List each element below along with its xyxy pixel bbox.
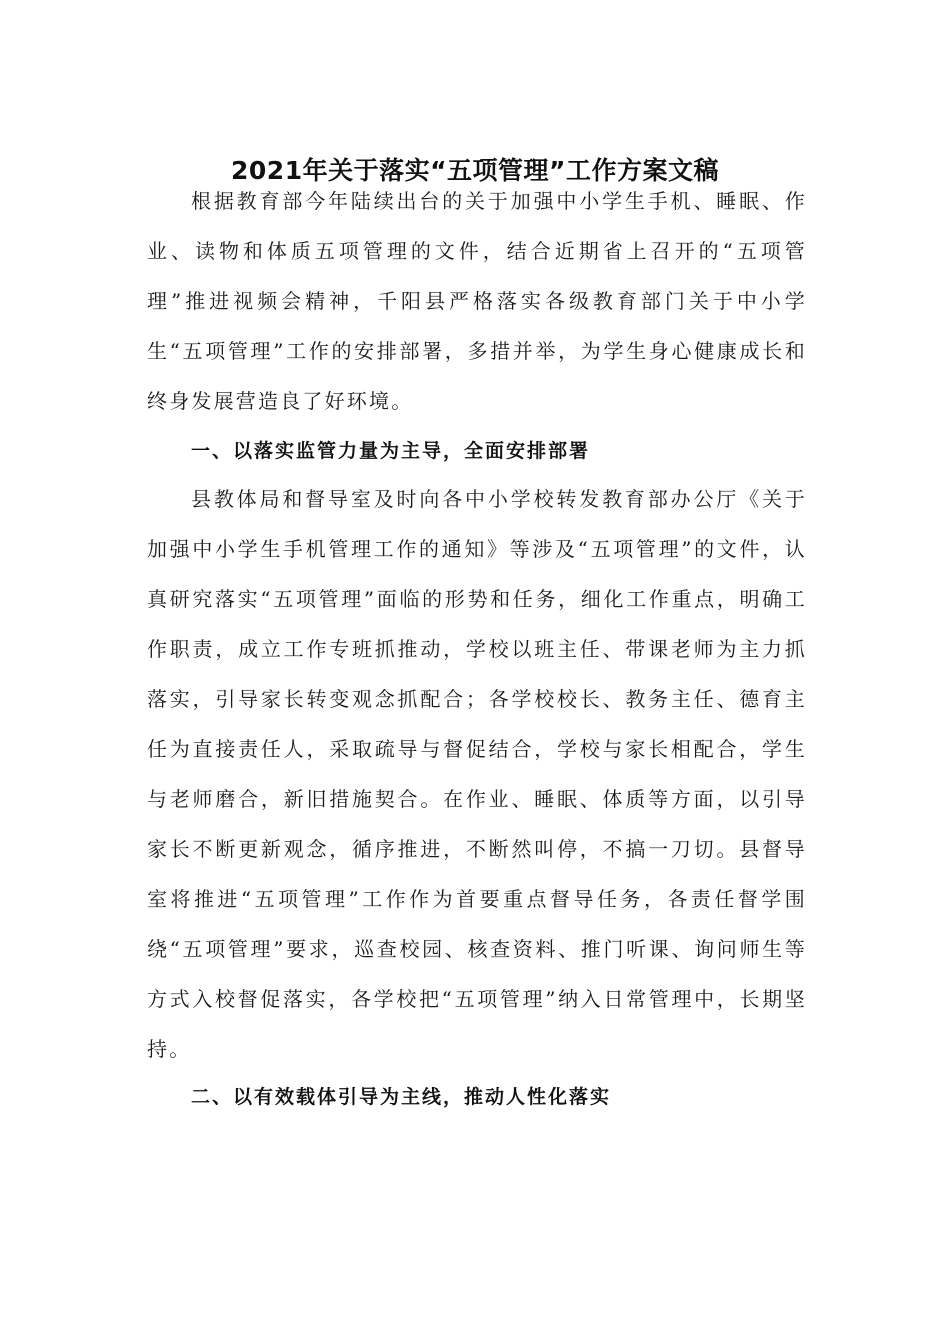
intro-paragraph: 根据教育部今年陆续出台的关于加强中小学生手机、睡眠、作业、读物和体质五项管理的文件，结合近期省上召开的“五项管理”推进视频会精神，千阳县严格落实各级教育部门关于中小学生“五项管理”工作的安排部署，多措并举，为学生身心健康成长和终身发展营造良了好环境。 (147, 189, 807, 413)
document-title: 2021年关于落实“五项管理”工作方案文稿 (231, 155, 719, 185)
section-1-paragraph: 县教体局和督导室及时向各中小学校转发教育部办公厅《关于加强中小学生手机管理工作的通知》等涉及“五项管理”的文件，认真研究落实“五项管理”面临的形势和任务，细化工作重点，明确工作职责，成立工作专班抓推动，学校以班主任、带课老师为主力抓落实，引导家长转变观念抓配合；各学校校长、教务主任、德育主任为直接责任人，采取疏导与督促结合，学校与家长相配合，学生与老师磨合，新旧措施契合。在作业、睡眠、体质等方面，以引导家长不断更新观念，循序推进，不断然叫停，不搞一刀切。县督导室将推进“五项管理”工作作为首要重点督导任务，各责任督学围绕“五项管理”要求，巡查校园、核查资料、推门听课、询问师生等方式入校督促落实，各学校把“五项管理”纳入日常管理中，长期坚持。 (147, 487, 807, 1061)
section-heading-2: 二、以有效载体引导为主线，推动人性化落实 (191, 1086, 612, 1108)
section-heading-1: 一、以落实监管力量为主导，全面安排部署 (191, 440, 591, 462)
